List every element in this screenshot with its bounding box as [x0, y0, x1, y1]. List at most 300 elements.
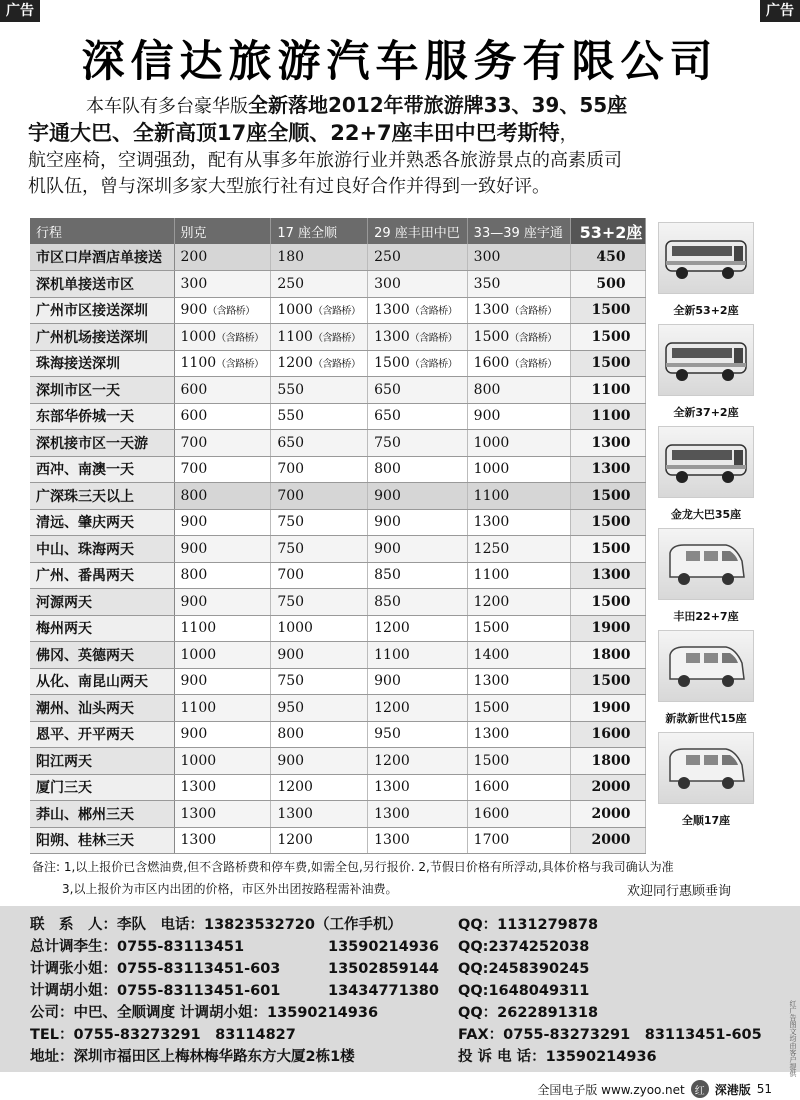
- price-cell: [271, 324, 368, 351]
- price-value: 900: [180, 726, 208, 743]
- bridge-fee-note: （含路桥）: [216, 359, 264, 371]
- price-value: 1100: [473, 487, 510, 504]
- price-value: 1300: [591, 434, 631, 451]
- contact-field: QQ：2622891318: [458, 1005, 599, 1021]
- price-value: 1200: [277, 779, 313, 796]
- price-value: 800: [180, 487, 208, 504]
- price-value: 550: [277, 408, 305, 425]
- route-cell: 深机接市区一天游: [30, 430, 174, 457]
- price-cell: [174, 801, 271, 828]
- price-value: 1250: [473, 540, 510, 557]
- price-cell: [271, 536, 368, 563]
- price-cell: [571, 695, 646, 722]
- price-cell: [174, 536, 271, 563]
- vehicle-item: [656, 630, 756, 732]
- price-cell: [174, 456, 271, 483]
- header-17seat: 17 座全顺: [271, 218, 368, 244]
- bridge-fee-note: （含路桥）: [409, 332, 458, 344]
- price-cell: [571, 827, 646, 854]
- table-row: [30, 695, 646, 722]
- intro-line2-tail: ，: [559, 124, 578, 145]
- minibus-icon: [658, 528, 754, 600]
- price-value: 900: [473, 408, 501, 425]
- price-value: 1300: [180, 805, 217, 822]
- price-value: 1600: [473, 805, 510, 822]
- price-value: 1300: [473, 514, 510, 531]
- vehicle-item: [656, 426, 756, 528]
- price-cell: [571, 324, 646, 351]
- price-value: 800: [277, 726, 305, 743]
- price-value: 1100: [591, 408, 631, 425]
- vehicle-caption: 全新37+2座: [673, 406, 739, 419]
- price-value: 1500: [591, 673, 631, 690]
- table-row: [30, 774, 646, 801]
- price-cell: [368, 801, 468, 828]
- price-value: 1500: [591, 328, 631, 345]
- bridge-fee-note: （含路桥）: [312, 306, 361, 318]
- price-cell: [368, 509, 468, 536]
- price-value: 1500: [473, 752, 510, 769]
- table-row: [30, 297, 646, 324]
- price-cell: [467, 350, 570, 377]
- price-cell: [271, 774, 368, 801]
- bridge-fee-note: （含路桥）: [312, 359, 361, 371]
- price-cell: [467, 430, 570, 457]
- price-value: 1200: [374, 699, 410, 716]
- vehicle-item: [656, 222, 756, 324]
- price-cell: [368, 483, 468, 510]
- price-value: 1800: [591, 752, 631, 769]
- price-cell: [368, 324, 468, 351]
- route-cell: 佛冈、英德两天: [30, 642, 174, 669]
- intro-line2-bold: 宇通大巴、全新高顶17座全顺、22+7座丰田中巴考斯特: [28, 121, 560, 145]
- price-cell: [174, 642, 271, 669]
- price-value: 300: [374, 275, 401, 292]
- table-row: [30, 748, 646, 775]
- price-value: 1600: [473, 355, 510, 372]
- price-cell: [467, 668, 570, 695]
- route-cell: 厦门三天: [30, 774, 174, 801]
- price-value: 900: [277, 646, 305, 663]
- price-cell: [467, 244, 570, 271]
- contact-field: QQ:1648049311: [458, 983, 590, 999]
- price-value: 900: [374, 487, 401, 504]
- table-row: [30, 350, 646, 377]
- price-cell: [174, 695, 271, 722]
- price-value: 1200: [277, 832, 313, 849]
- price-value: 1200: [374, 752, 410, 769]
- price-cell: [174, 827, 271, 854]
- bridge-fee-note: （含路桥）: [409, 306, 458, 318]
- price-value: 1500: [591, 514, 631, 531]
- price-value: 900: [374, 673, 401, 690]
- table-row: [30, 536, 646, 563]
- price-cell: [368, 827, 468, 854]
- price-cell: [571, 642, 646, 669]
- table-row: [30, 483, 646, 510]
- contact-field: QQ:2374252038: [458, 939, 590, 955]
- bridge-fee-note: （含路桥）: [509, 306, 557, 318]
- price-value: 450: [596, 249, 626, 265]
- price-cell: [368, 695, 468, 722]
- price-value: 1100: [180, 699, 217, 716]
- price-cell: [174, 377, 271, 404]
- price-value: 1100: [277, 328, 313, 345]
- price-cell: [368, 271, 468, 298]
- price-value: 1000: [180, 752, 217, 769]
- price-value: 1100: [374, 646, 410, 663]
- price-cell: [467, 271, 570, 298]
- price-value: 1100: [591, 381, 631, 398]
- table-row: [30, 324, 646, 351]
- price-cell: [571, 456, 646, 483]
- price-value: 300: [473, 249, 501, 265]
- price-value: 1500: [591, 540, 631, 557]
- price-cell: [271, 244, 368, 271]
- contact-field: QQ:2458390245: [458, 961, 590, 977]
- contact-field: 总计调李生：0755-83113451: [30, 939, 245, 955]
- remark-line2: 3,以上报价为市区内出团的价格，市区外出团按路程需补油费。: [62, 882, 398, 896]
- price-value: 900: [180, 673, 208, 690]
- price-value: 300: [180, 275, 208, 292]
- vehicle-gallery: [652, 222, 762, 834]
- price-value: 800: [473, 381, 501, 398]
- price-value: 650: [374, 408, 401, 425]
- contact-row: [30, 1002, 800, 1024]
- contact-field: 投 诉 电 话：13590214936: [458, 1049, 657, 1065]
- route-cell: 广州、番禺两天: [30, 562, 174, 589]
- price-cell: [467, 721, 570, 748]
- price-value: 1200: [473, 593, 510, 610]
- welcome-text: 欢迎同行惠顾垂询: [627, 884, 732, 899]
- price-cell: [467, 748, 570, 775]
- table-row: [30, 721, 646, 748]
- price-cell: [271, 695, 368, 722]
- price-value: 900: [180, 593, 208, 610]
- price-cell: [271, 642, 368, 669]
- price-cell: [571, 430, 646, 457]
- contact-row: [30, 914, 800, 936]
- table-row: [30, 403, 646, 430]
- price-value: 950: [277, 699, 305, 716]
- company-title: 深信达旅游汽车服务有限公司: [81, 37, 719, 87]
- table-row: [30, 430, 646, 457]
- price-value: 650: [374, 381, 401, 398]
- contact-field: TEL：0755-83273291 83114827: [30, 1027, 296, 1043]
- route-cell: 中山、珠海两天: [30, 536, 174, 563]
- price-cell: [174, 774, 271, 801]
- vehicle-caption: 丰田22+7座: [673, 610, 739, 623]
- price-value: 1300: [473, 302, 510, 319]
- price-cell: [571, 377, 646, 404]
- price-value: 1200: [277, 355, 313, 372]
- contact-field: QQ：1131279878: [458, 917, 599, 933]
- price-cell: [368, 774, 468, 801]
- contact-panel: [0, 906, 800, 1072]
- price-cell: [467, 297, 570, 324]
- table-row: [30, 642, 646, 669]
- price-value: 1300: [591, 461, 631, 478]
- coach-bus-icon: [658, 222, 754, 294]
- price-value: 1600: [591, 726, 631, 743]
- price-value: 2000: [591, 832, 631, 849]
- price-cell: [174, 297, 271, 324]
- intro-text: [28, 92, 788, 200]
- price-cell: [467, 324, 570, 351]
- contact-field: 公司：中巴、全顺调度 计调胡小姐：13590214936: [30, 1005, 379, 1021]
- price-cell: [174, 350, 271, 377]
- price-value: 180: [277, 249, 305, 265]
- coach-bus-icon: [658, 426, 754, 498]
- price-value: 1000: [180, 646, 217, 663]
- price-cell: [571, 403, 646, 430]
- price-cell: [271, 562, 368, 589]
- price-cell: [368, 642, 468, 669]
- price-cell: [174, 721, 271, 748]
- price-value: 1300: [374, 779, 410, 796]
- price-value: 1300: [180, 832, 217, 849]
- price-cell: [467, 615, 570, 642]
- price-value: 1100: [180, 355, 217, 372]
- price-cell: [271, 589, 368, 616]
- price-cell: [571, 509, 646, 536]
- price-value: 900: [374, 540, 401, 557]
- header-route: 行程: [30, 218, 174, 244]
- price-cell: [368, 377, 468, 404]
- contact-row: [30, 936, 800, 958]
- ad-label-left: 广告: [0, 0, 40, 22]
- price-table-header: [30, 218, 646, 244]
- contact-row: [30, 1024, 800, 1046]
- price-value: 850: [374, 567, 401, 584]
- price-cell: [571, 748, 646, 775]
- coach-bus-icon: [658, 324, 754, 396]
- price-value: 1900: [591, 620, 631, 637]
- price-cell: [174, 562, 271, 589]
- price-value: 750: [277, 673, 305, 690]
- intro-line1-normal: 本车队有多台豪华版: [86, 96, 248, 117]
- price-cell: [271, 615, 368, 642]
- price-cell: [368, 668, 468, 695]
- price-cell: [271, 456, 368, 483]
- intro-line1-bold: 全新落地2012年带旅游牌33、39、55座: [248, 93, 628, 117]
- price-value: 350: [473, 275, 501, 292]
- route-cell: 广州市区接送深圳: [30, 297, 174, 324]
- table-row: [30, 801, 646, 828]
- price-value: 700: [277, 461, 305, 478]
- bridge-fee-note: （含路桥）: [312, 332, 361, 344]
- price-cell: [571, 668, 646, 695]
- vehicle-caption: 金龙大巴35座: [670, 508, 742, 521]
- price-cell: [271, 827, 368, 854]
- table-row: [30, 827, 646, 854]
- price-cell: [467, 801, 570, 828]
- footer-edition: 深港版: [714, 1082, 751, 1097]
- vehicle-item: [656, 528, 756, 630]
- vehicle-caption: 新款新世代15座: [665, 712, 747, 725]
- table-row: [30, 271, 646, 298]
- price-cell: [571, 801, 646, 828]
- price-cell: [467, 483, 570, 510]
- price-value: 1800: [591, 646, 631, 663]
- price-value: 1700: [473, 832, 510, 849]
- price-cell: [368, 456, 468, 483]
- price-cell: [571, 562, 646, 589]
- table-row: [30, 589, 646, 616]
- price-value: 1100: [180, 620, 217, 637]
- page-number: 51: [756, 1082, 772, 1096]
- price-cell: [368, 721, 468, 748]
- price-cell: [467, 536, 570, 563]
- price-cell: [271, 430, 368, 457]
- price-cell: [174, 271, 271, 298]
- vehicle-caption: 全顺17座: [681, 814, 731, 827]
- table-row: [30, 509, 646, 536]
- van-icon: [658, 732, 754, 804]
- vehicle-caption: 全新53+2座: [673, 304, 739, 317]
- price-value: 2000: [591, 779, 631, 796]
- intro-line3: 航空座椅，空调强劲，配有从事多年旅游行业并熟悉各旅游景点的高素质司: [28, 150, 622, 171]
- price-cell: [368, 244, 468, 271]
- price-cell: [467, 403, 570, 430]
- price-value: 1500: [591, 355, 631, 372]
- price-cell: [571, 244, 646, 271]
- price-value: 1300: [591, 567, 631, 584]
- price-value: 1500: [374, 355, 410, 372]
- price-cell: [368, 562, 468, 589]
- header-buick: 别克: [174, 218, 271, 244]
- price-value: 1600: [473, 779, 510, 796]
- route-cell: 广州机场接送深圳: [30, 324, 174, 351]
- price-value: 750: [277, 514, 305, 531]
- header-29seat: 29 座丰田中巴: [368, 218, 468, 244]
- price-value: 700: [277, 487, 305, 504]
- price-cell: [271, 377, 368, 404]
- contact-field: FAX：0755-83273291 83113451-605: [458, 1027, 762, 1043]
- van-icon: [658, 630, 754, 702]
- contact-row: [30, 958, 800, 980]
- price-value: 900: [180, 540, 208, 557]
- price-value: 1400: [473, 646, 510, 663]
- table-row: [30, 615, 646, 642]
- contact-row: [30, 980, 800, 1002]
- price-cell: [271, 483, 368, 510]
- price-cell: [174, 668, 271, 695]
- price-value: 700: [180, 434, 208, 451]
- price-cell: [571, 350, 646, 377]
- price-value: 750: [374, 434, 401, 451]
- price-value: 500: [596, 275, 626, 292]
- route-cell: 清远、肇庆两天: [30, 509, 174, 536]
- price-cell: [271, 668, 368, 695]
- table-row: [30, 377, 646, 404]
- price-cell: [271, 721, 368, 748]
- contact-field: 联 系 人：李队 电话：13823532720（工作手机）: [30, 917, 402, 933]
- price-value: 1200: [374, 620, 410, 637]
- price-cell: [571, 615, 646, 642]
- contact-field: 13502859144: [328, 961, 439, 977]
- price-value: 600: [180, 408, 208, 425]
- price-cell: [174, 509, 271, 536]
- route-cell: 深机单接送市区: [30, 271, 174, 298]
- price-cell: [571, 589, 646, 616]
- price-value: 1500: [591, 302, 631, 319]
- price-cell: [571, 271, 646, 298]
- price-cell: [368, 430, 468, 457]
- price-value: 1900: [591, 699, 631, 716]
- price-cell: [467, 589, 570, 616]
- price-value: 1500: [591, 593, 631, 610]
- price-cell: [271, 350, 368, 377]
- price-value: 1000: [473, 434, 510, 451]
- price-value: 1000: [473, 461, 510, 478]
- price-value: 550: [277, 381, 305, 398]
- table-row: [30, 668, 646, 695]
- price-value: 1000: [180, 328, 217, 345]
- price-value: 2000: [591, 805, 631, 822]
- price-cell: [467, 695, 570, 722]
- price-value: 800: [180, 567, 208, 584]
- bridge-fee-note: （含路桥）: [509, 359, 557, 371]
- price-cell: [571, 297, 646, 324]
- price-cell: [174, 483, 271, 510]
- price-cell: [368, 297, 468, 324]
- price-cell: [467, 774, 570, 801]
- footer-badge: 红: [691, 1080, 709, 1098]
- price-cell: [467, 509, 570, 536]
- price-value: 900: [374, 514, 401, 531]
- contact-field: 13590214936: [328, 939, 439, 955]
- price-value: 950: [374, 726, 401, 743]
- route-cell: 东部华侨城一天: [30, 403, 174, 430]
- contact-field: 计调胡小姐：0755-83113451-601: [30, 983, 281, 999]
- vertical-note: 红广告图文均由客户提供: [789, 1000, 797, 1077]
- route-cell: 阳江两天: [30, 748, 174, 775]
- price-cell: [467, 456, 570, 483]
- price-cell: [368, 403, 468, 430]
- price-cell: [571, 774, 646, 801]
- price-cell: [271, 748, 368, 775]
- price-value: 1000: [277, 302, 313, 319]
- price-cell: [271, 297, 368, 324]
- price-cell: [571, 536, 646, 563]
- route-cell: 恩平、开平两天: [30, 721, 174, 748]
- price-value: 1500: [473, 699, 510, 716]
- price-value: 900: [180, 302, 208, 319]
- route-cell: 深圳市区一天: [30, 377, 174, 404]
- route-cell: 西冲、南澳一天: [30, 456, 174, 483]
- route-cell: 潮州、汕头两天: [30, 695, 174, 722]
- route-cell: 河源两天: [30, 589, 174, 616]
- bridge-fee-note: （含路桥）: [216, 332, 264, 344]
- price-cell: [368, 350, 468, 377]
- contact-field: 计调张小姐：0755-83113451-603: [30, 961, 281, 977]
- price-cell: [174, 430, 271, 457]
- price-value: 1300: [374, 805, 410, 822]
- price-cell: [174, 615, 271, 642]
- price-cell: [368, 615, 468, 642]
- price-value: 1500: [591, 487, 631, 504]
- price-cell: [467, 377, 570, 404]
- price-value: 200: [180, 249, 208, 265]
- route-cell: 梅州两天: [30, 615, 174, 642]
- route-cell: 莽山、郴州三天: [30, 801, 174, 828]
- price-value: 1500: [473, 620, 510, 637]
- route-cell: 广深珠三天以上: [30, 483, 174, 510]
- price-value: 1500: [473, 328, 510, 345]
- price-cell: [368, 536, 468, 563]
- route-cell: 从化、南昆山两天: [30, 668, 174, 695]
